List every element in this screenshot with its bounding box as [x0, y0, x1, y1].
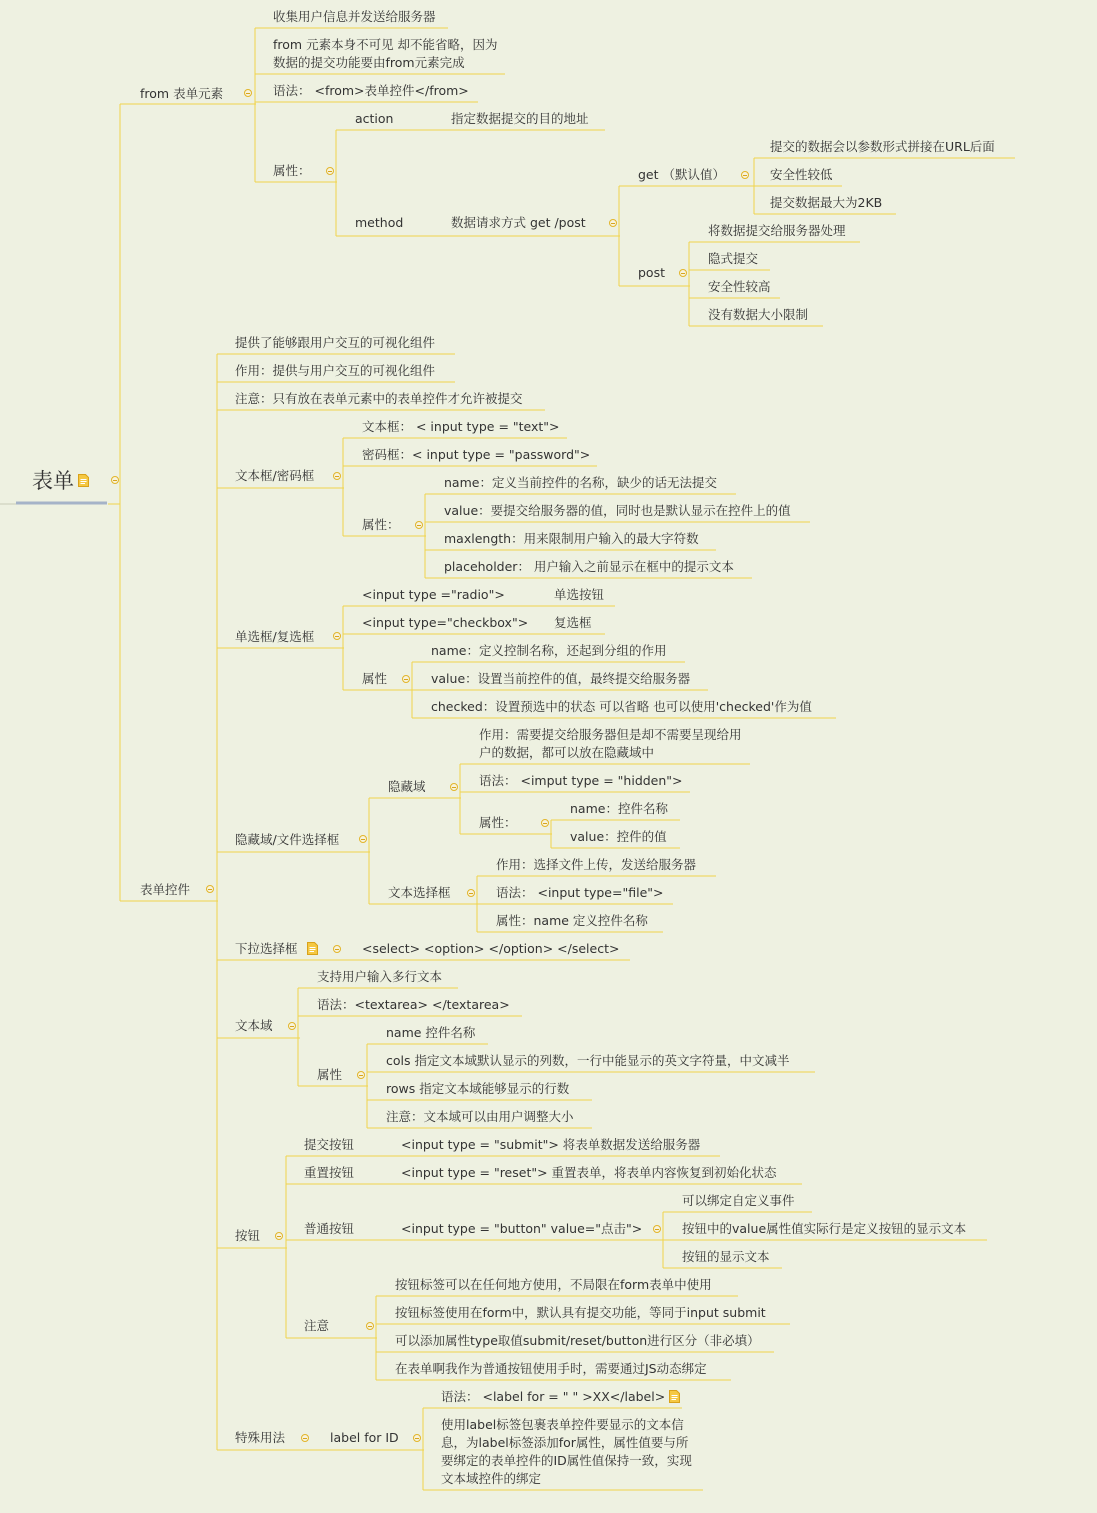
reset-button-code: <input type = "reset"> 重置表单，将表单内容恢复到初始化状态: [401, 1165, 777, 1180]
radio-desc: 单选按钮: [554, 587, 605, 602]
collapse-toggle-icon[interactable]: [415, 521, 423, 529]
collapse-toggle-icon[interactable]: [244, 89, 252, 97]
radio-attr: value：设置当前控件的值，最终提交给服务器: [431, 671, 691, 686]
collapse-toggle-icon[interactable]: [450, 783, 458, 791]
get-item: 安全性较低: [770, 167, 833, 182]
radio-attr: name：定义控制名称，还起到分组的作用: [431, 643, 667, 658]
collapse-toggle-icon[interactable]: [275, 1232, 283, 1240]
root-topic[interactable]: 表单: [32, 469, 74, 493]
submit-button-code: <input type = "submit"> 将表单数据发送给服务器: [401, 1137, 701, 1152]
post-item: 将数据提交给服务器处理: [708, 223, 846, 238]
text-attr: maxlength：用来限制用户输入的最大字符数: [444, 531, 699, 546]
button-note-topic[interactable]: 注意: [304, 1318, 330, 1333]
collapse-toggle-icon[interactable]: [366, 1322, 374, 1330]
label-syntax: 语法： <label for = " " >XX</label>: [441, 1389, 666, 1404]
hidden-file-topic[interactable]: 隐藏域/文件选择框: [235, 832, 340, 847]
get-item: 提交的数据会以参数形式拼接在URL后面: [770, 139, 995, 154]
reset-button-topic[interactable]: 重置按钮: [304, 1165, 355, 1180]
radio-attr: checked：设置预选中的状态 可以省略 也可以使用'checked'作为值: [431, 699, 812, 714]
collapse-toggle-icon[interactable]: [359, 835, 367, 843]
collapse-toggle-icon[interactable]: [333, 472, 341, 480]
method-get[interactable]: get （默认值）: [638, 167, 725, 182]
button-note-item: 可以添加属性type取值submit/reset/button进行区分（非必填）: [395, 1333, 760, 1348]
collapse-toggle-icon[interactable]: [301, 1434, 309, 1442]
collapse-toggle-icon[interactable]: [326, 167, 334, 175]
collapse-toggle-icon[interactable]: [609, 219, 617, 227]
collapse-toggle-icon[interactable]: [206, 885, 214, 893]
controls-intro: 注意：只有放在表单元素中的表单控件才允许被提交: [235, 391, 523, 406]
note-icon[interactable]: [669, 1390, 680, 1403]
text-attrs-label[interactable]: 属性：: [362, 517, 400, 532]
radio-code: <input type ="radio">: [362, 587, 505, 602]
collapse-toggle-icon[interactable]: [413, 1434, 421, 1442]
controls-intro: 提供了能够跟用户交互的可视化组件: [235, 335, 436, 350]
file-select-topic[interactable]: 文本选择框: [388, 885, 451, 900]
special-usage-topic[interactable]: 特殊用法: [235, 1430, 286, 1445]
from-method: method: [355, 215, 404, 230]
from-syntax: 语法： <from>表单控件</from>: [273, 83, 469, 98]
note-icon[interactable]: [307, 942, 318, 955]
button-note-item: 按钮标签使用在form中，默认具有提交功能，等同于input submit: [395, 1305, 766, 1320]
from-desc-collect: 收集用户信息并发送给服务器: [273, 9, 436, 24]
radio-checkbox-topic[interactable]: 单选框/复选框: [235, 629, 315, 644]
note-icon[interactable]: [78, 474, 89, 487]
text-input-code: 文本框： < input type = "text">: [362, 419, 560, 434]
collapse-toggle-icon[interactable]: [357, 1071, 365, 1079]
hidden-field-topic[interactable]: 隐藏域: [388, 779, 426, 794]
collapse-toggle-icon[interactable]: [333, 945, 341, 953]
textarea-desc: 支持用户输入多行文本: [317, 969, 443, 984]
hidden-syntax: 语法： <imput type = "hidden">: [479, 773, 683, 788]
collapse-toggle-icon[interactable]: [741, 171, 749, 179]
from-desc-invisible: from 元素本身不可见 却不能省略，因为数据的提交功能要由from元素完成: [273, 37, 498, 70]
normal-button-code[interactable]: <input type = "button" value="点击">: [401, 1221, 643, 1236]
hidden-attrs-label[interactable]: 属性：: [479, 815, 517, 830]
post-item: 隐式提交: [708, 251, 759, 266]
text-attr: placeholder： 用户输入之前显示在框中的提示文本: [444, 559, 734, 574]
radio-attrs-label[interactable]: 属性: [362, 671, 388, 686]
textarea-attr: 注意：文本域可以由用户调整大小: [386, 1109, 574, 1124]
button-note-item: 按钮标签可以在任何地方使用，不局限在form表单中使用: [395, 1277, 712, 1292]
from-method-desc[interactable]: 数据请求方式 get /post: [451, 215, 586, 230]
post-item: 没有数据大小限制: [708, 307, 809, 322]
submit-button-topic[interactable]: 提交按钮: [304, 1137, 355, 1152]
from-action-desc: 指定数据提交的目的地址: [451, 111, 589, 126]
from-topic[interactable]: from 表单元素: [140, 86, 224, 101]
checkbox-code: <input type="checkbox">: [362, 615, 529, 630]
hidden-attr: value：控件的值: [570, 829, 667, 844]
normal-button-item: 可以绑定自定义事件: [682, 1193, 795, 1208]
collapse-toggle-icon[interactable]: [288, 1022, 296, 1030]
collapse-toggle-icon[interactable]: [111, 476, 119, 484]
controls-intro: 作用：提供与用户交互的可视化组件: [235, 363, 436, 378]
from-attrs-label[interactable]: 属性：: [273, 163, 311, 178]
button-note-item: 在表单啊我作为普通按钮使用手时，需要通过JS动态绑定: [395, 1361, 707, 1376]
normal-button-item: 按钮中的value属性值实际行是定义按钮的显示文本: [682, 1221, 967, 1236]
button-topic[interactable]: 按钮: [235, 1228, 261, 1243]
checkbox-desc: 复选框: [554, 615, 592, 630]
from-action: action: [355, 111, 394, 126]
post-item: 安全性较高: [708, 279, 771, 294]
label-desc: 使用label标签包裹表单控件要显示的文本信息，为label标签添加for属性，属性值要与所要绑定的表单控件的ID属性值保持一致，实现文本域控件的绑定: [441, 1417, 692, 1486]
textarea-syntax: 语法：<textarea> </textarea>: [317, 997, 510, 1012]
select-topic[interactable]: 下拉选择框: [235, 941, 298, 956]
textarea-topic[interactable]: 文本域: [235, 1018, 273, 1033]
collapse-toggle-icon[interactable]: [653, 1225, 661, 1233]
hidden-role: 作用：需要提交给服务器但是却不需要呈现给用户的数据，都可以放在隐藏域中: [479, 727, 742, 760]
hidden-attr: name：控件名称: [570, 801, 668, 816]
collapse-toggle-icon[interactable]: [679, 269, 687, 277]
file-item: 作用：选择文件上传，发送给服务器: [496, 857, 697, 872]
textarea-attr: cols 指定文本域默认显示的列数，一行中能显示的英文字符量，中文减半: [386, 1053, 790, 1068]
password-input-code: 密码框：< input type = "password">: [362, 447, 591, 462]
collapse-toggle-icon[interactable]: [402, 675, 410, 683]
collapse-toggle-icon[interactable]: [333, 632, 341, 640]
textarea-attr: rows 指定文本域能够显示的行数: [386, 1081, 570, 1096]
textarea-attrs-label[interactable]: 属性: [317, 1067, 343, 1082]
textarea-attr: name 控件名称: [386, 1025, 476, 1040]
label-for-topic[interactable]: label for ID: [330, 1430, 399, 1445]
normal-button-item: 按钮的显示文本: [682, 1249, 770, 1264]
controls-topic[interactable]: 表单控件: [140, 882, 191, 897]
normal-button-topic[interactable]: 普通按钮: [304, 1221, 355, 1236]
method-post[interactable]: post: [638, 265, 665, 280]
text-password-topic[interactable]: 文本框/密码框: [235, 468, 315, 483]
text-attr: name：定义当前控件的名称，缺少的话无法提交: [444, 475, 717, 490]
text-attr: value：要提交给服务器的值，同时也是默认显示在控件上的值: [444, 503, 791, 518]
collapse-toggle-icon[interactable]: [541, 819, 549, 827]
select-code: <select> <option> </option> </select>: [362, 941, 620, 956]
file-item: 语法： <input type="file">: [496, 885, 664, 900]
file-item: 属性：name 定义控件名称: [496, 913, 648, 928]
collapse-toggle-icon[interactable]: [467, 889, 475, 897]
get-item: 提交数据最大为2KB: [770, 195, 883, 210]
